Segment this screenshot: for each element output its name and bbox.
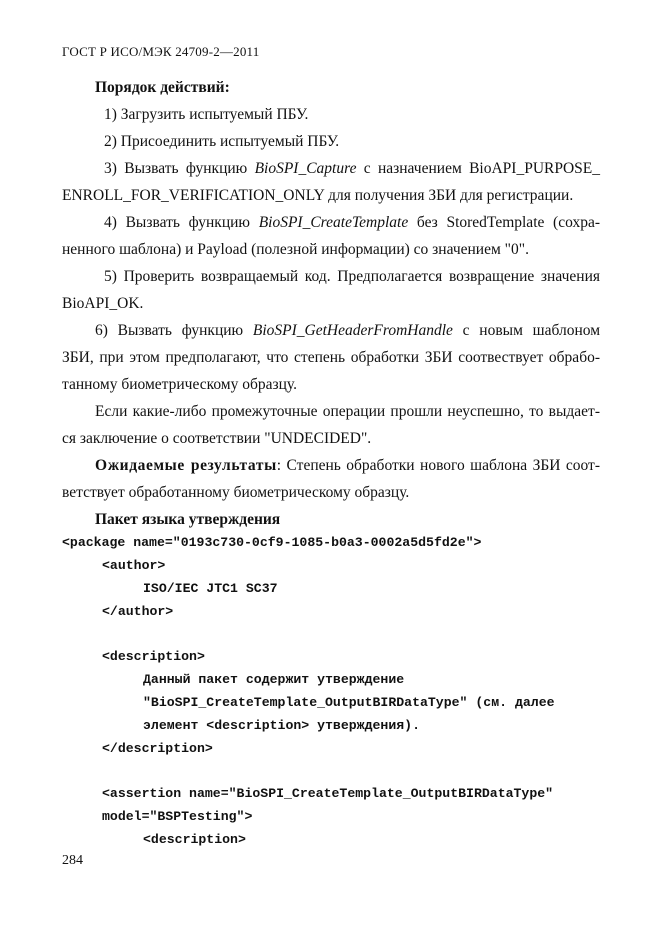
page-number: 284 — [62, 853, 83, 868]
expected-results-line-2: ветствует обработанному биометрическому образцу. — [62, 484, 410, 501]
code-line-package: <package name="0193c730-0cf9-1085-b0a3-0002a5d5fd2e"> — [62, 535, 482, 550]
step-4-line-2: ненного шаблона) и Payload (полезной информации) со значением "0". — [62, 241, 529, 258]
code-line-author-open: <author> — [102, 558, 166, 573]
section-heading: Порядок действий: — [95, 79, 230, 96]
step-4-line-1: 4) Вызвать функцию BioSPI_CreateTemplate без StoredTemplate (сохра- — [104, 214, 601, 231]
step-5-line-2: BioAPI_OK. — [62, 295, 144, 312]
code-line-assertion-model: model="BSPTesting"> — [102, 809, 253, 824]
function-name: BioSPI_Capture — [254, 160, 357, 177]
code-line-description-text-3: элемент <description> утверждения). — [143, 718, 420, 733]
step-3-line-2: ENROLL_FOR_VERIFICATION_ONLY для получения ЗБИ для регистрации. — [62, 187, 574, 204]
step-2: 2) Присоединить испытуемый ПБУ. — [104, 133, 340, 150]
function-name: BioSPI_GetHeaderFromHandle — [252, 322, 453, 339]
expected-results-line-1: Ожидаемые результаты: Степень обработки нового шаблона ЗБИ соот- — [95, 457, 600, 474]
failure-note-line-1: Если какие-либо промежуточные операции прошли неуспешно, то выдает- — [95, 403, 600, 420]
step-6-line-3: танному биометрическому образцу. — [62, 376, 297, 393]
code-line-description-text-2: "BioSPI_CreateTemplate_OutputBIRDataType" (см. далее — [143, 695, 555, 710]
code-line-inner-description-open: <description> — [143, 832, 246, 847]
package-heading: Пакет языка утверждения — [95, 511, 281, 528]
code-line-assertion-open: <assertion name="BioSPI_CreateTemplate_OutputBIRDataType" — [102, 786, 554, 801]
step-6-line-2: ЗБИ, при этом предполагают, что степень обработки ЗБИ соотвествует обрабо- — [62, 349, 600, 366]
function-name: BioSPI_CreateTemplate — [258, 214, 409, 231]
expected-results-label: Ожидаемые результаты — [95, 457, 277, 474]
standard-header: ГОСТ Р ИСО/МЭК 24709-2—2011 — [62, 44, 260, 59]
code-line-description-text-1: Данный пакет содержит утверждение — [143, 672, 405, 687]
code-line-description-close: </description> — [102, 741, 213, 756]
code-line-description-open: <description> — [102, 649, 205, 664]
step-6-line-1: 6) Вызвать функцию BioSPI_GetHeaderFromHandle с новым шаблоном — [95, 322, 601, 339]
step-5-line-1: 5) Проверить возвращаемый код. Предполагается возвращение значения — [104, 268, 600, 285]
step-1: 1) Загрузить испытуемый ПБУ. — [104, 106, 309, 123]
failure-note-line-2: ся заключение о соответствии "UNDECIDED". — [62, 430, 372, 447]
code-line-author-value: ISO/IEC JTC1 SC37 — [143, 581, 278, 596]
code-line-author-close: </author> — [102, 604, 174, 619]
step-3-line-1: 3) Вызвать функцию BioSPI_Capture с назначением BioAPI_PURPOSE_ — [104, 160, 600, 177]
